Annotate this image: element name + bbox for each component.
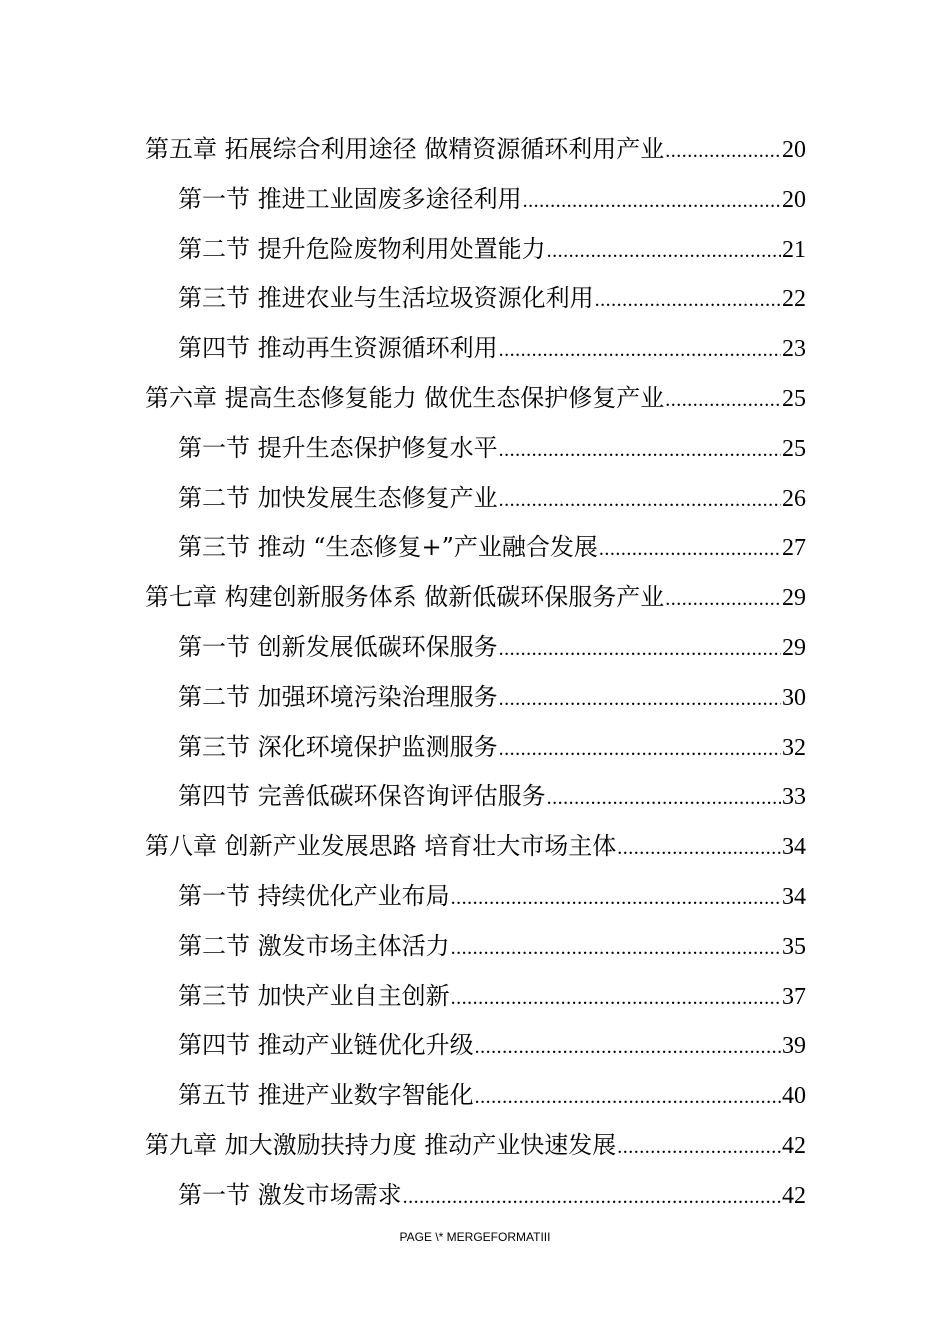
toc-section-entry[interactable] xyxy=(178,772,806,822)
toc-entry-title: 第三节 推动 “生态修复+”产业融合发展 xyxy=(178,533,598,562)
toc-section-entry[interactable] xyxy=(178,225,806,275)
dot-leader xyxy=(499,476,781,526)
toc-section-entry[interactable] xyxy=(178,972,806,1022)
toc-entry-title: 第三节 加快产业自主创新 xyxy=(178,981,450,1010)
toc-entry-page-number: 40 xyxy=(782,1083,806,1110)
dot-leader xyxy=(403,1173,781,1223)
toc-entry-page-number: 20 xyxy=(782,186,806,213)
toc-entry-page-number: 39 xyxy=(782,1033,806,1060)
toc-entry-page-number: 25 xyxy=(782,385,806,412)
toc-entry-title: 第二节 加快发展生态修复产业 xyxy=(178,483,498,512)
toc-section-entry[interactable] xyxy=(178,673,806,723)
toc-entry-page-number: 32 xyxy=(782,734,806,761)
dot-leader xyxy=(475,1073,781,1123)
toc-entry-page-number: 20 xyxy=(782,137,806,163)
toc-entry-page-number: 21 xyxy=(782,236,806,263)
dot-leader xyxy=(451,974,781,1024)
toc-section-entry[interactable] xyxy=(178,723,806,773)
toc-section-entry[interactable] xyxy=(178,922,806,972)
toc-entry-page-number: 27 xyxy=(782,535,806,562)
toc-chapter-entry[interactable] xyxy=(145,573,806,623)
dot-leader xyxy=(523,177,781,227)
toc-entry-title: 第四节 推动产业链优化升级 xyxy=(178,1031,474,1060)
toc-entry-page-number: 42 xyxy=(782,1132,806,1159)
dot-leader xyxy=(547,227,781,277)
dot-leader xyxy=(547,774,781,824)
toc-entry-page-number: 22 xyxy=(782,286,806,313)
toc-entry-page-number: 30 xyxy=(782,684,806,711)
toc-entry-title: 第一节 持续优化产业布局 xyxy=(178,881,450,910)
toc-section-entry[interactable] xyxy=(178,1021,806,1071)
toc-entry-title: 第一节 提升生态保护修复水平 xyxy=(178,433,498,462)
toc-section-entry[interactable] xyxy=(178,424,806,474)
toc-entry-title: 第四节 推动再生资源循环利用 xyxy=(178,334,498,363)
toc-entry-title: 第八章 创新产业发展思路 培育壮大市场主体 xyxy=(145,832,617,861)
toc-entry-page-number: 35 xyxy=(782,933,806,960)
toc-entry-page-number: 34 xyxy=(782,834,806,861)
toc-section-entry[interactable] xyxy=(178,623,806,673)
toc-entry-page-number: 29 xyxy=(782,634,806,661)
toc-entry-page-number: 25 xyxy=(782,435,806,462)
toc-section-entry[interactable] xyxy=(178,274,806,324)
toc-entry-title: 第二节 提升危险废物利用处置能力 xyxy=(178,234,546,263)
toc-entry-title: 第五章 拓展综合利用途径 做精资源循环利用产业 xyxy=(145,135,665,163)
toc-entry-page-number: 37 xyxy=(782,983,806,1010)
page-footer: PAGE \* MERGEFORMATIII xyxy=(399,1230,551,1244)
toc-entry-title: 第二节 激发市场主体活力 xyxy=(178,931,450,960)
toc-entry-title: 第一节 创新发展低碳环保服务 xyxy=(178,632,498,661)
dot-leader xyxy=(499,426,781,476)
toc-entry-title: 第六章 提高生态修复能力 做优生态保护修复产业 xyxy=(145,383,665,412)
dot-leader xyxy=(665,376,781,426)
dot-leader xyxy=(451,924,781,974)
toc-chapter-entry[interactable] xyxy=(145,822,806,872)
toc-entry-page-number: 26 xyxy=(782,485,806,512)
toc-entry-title: 第九章 加大激励扶持力度 推动产业快速发展 xyxy=(145,1130,617,1159)
toc-section-entry[interactable] xyxy=(178,324,806,374)
toc-entry-title: 第一节 激发市场需求 xyxy=(178,1180,402,1209)
toc-entry-title: 第五节 推进产业数字智能化 xyxy=(178,1081,474,1110)
dot-leader xyxy=(499,625,781,675)
dot-leader xyxy=(451,874,781,924)
dot-leader xyxy=(599,525,781,575)
toc-entry-title: 第二节 加强环境污染治理服务 xyxy=(178,682,498,711)
toc-section-entry[interactable] xyxy=(178,872,806,922)
toc-entry-page-number: 42 xyxy=(782,1182,806,1209)
toc-chapter-entry[interactable] xyxy=(145,374,806,424)
toc-chapter-entry[interactable] xyxy=(145,1121,806,1171)
toc-entry-title: 第七章 构建创新服务体系 做新低碳环保服务产业 xyxy=(145,583,665,612)
toc-entry-title: 第三节 推进农业与生活垃圾资源化利用 xyxy=(178,284,594,313)
dot-leader xyxy=(665,575,781,625)
dot-leader xyxy=(475,1023,781,1073)
toc-entry-page-number: 33 xyxy=(782,784,806,811)
dot-leader xyxy=(665,127,781,177)
toc-section-entry[interactable] xyxy=(178,523,806,573)
dot-leader xyxy=(617,824,781,874)
dot-leader xyxy=(617,1123,781,1173)
dot-leader xyxy=(595,276,781,326)
table-of-contents xyxy=(0,125,950,1221)
toc-section-entry[interactable] xyxy=(178,474,806,524)
toc-entry-page-number: 29 xyxy=(782,585,806,612)
toc-entry-title: 第四节 完善低碳环保咨询评估服务 xyxy=(178,782,546,811)
toc-section-entry[interactable] xyxy=(178,1171,806,1221)
toc-entry-title: 第三节 深化环境保护监测服务 xyxy=(178,732,498,761)
dot-leader xyxy=(499,725,781,775)
toc-entry-page-number: 34 xyxy=(782,883,806,910)
dot-leader xyxy=(499,326,781,376)
toc-section-entry[interactable] xyxy=(178,1071,806,1121)
toc-entry-page-number: 23 xyxy=(782,336,806,363)
toc-entry-title: 第一节 推进工业固废多途径利用 xyxy=(178,184,522,213)
toc-section-entry[interactable] xyxy=(178,175,806,225)
toc-chapter-entry[interactable] xyxy=(145,125,806,175)
dot-leader xyxy=(499,675,781,725)
